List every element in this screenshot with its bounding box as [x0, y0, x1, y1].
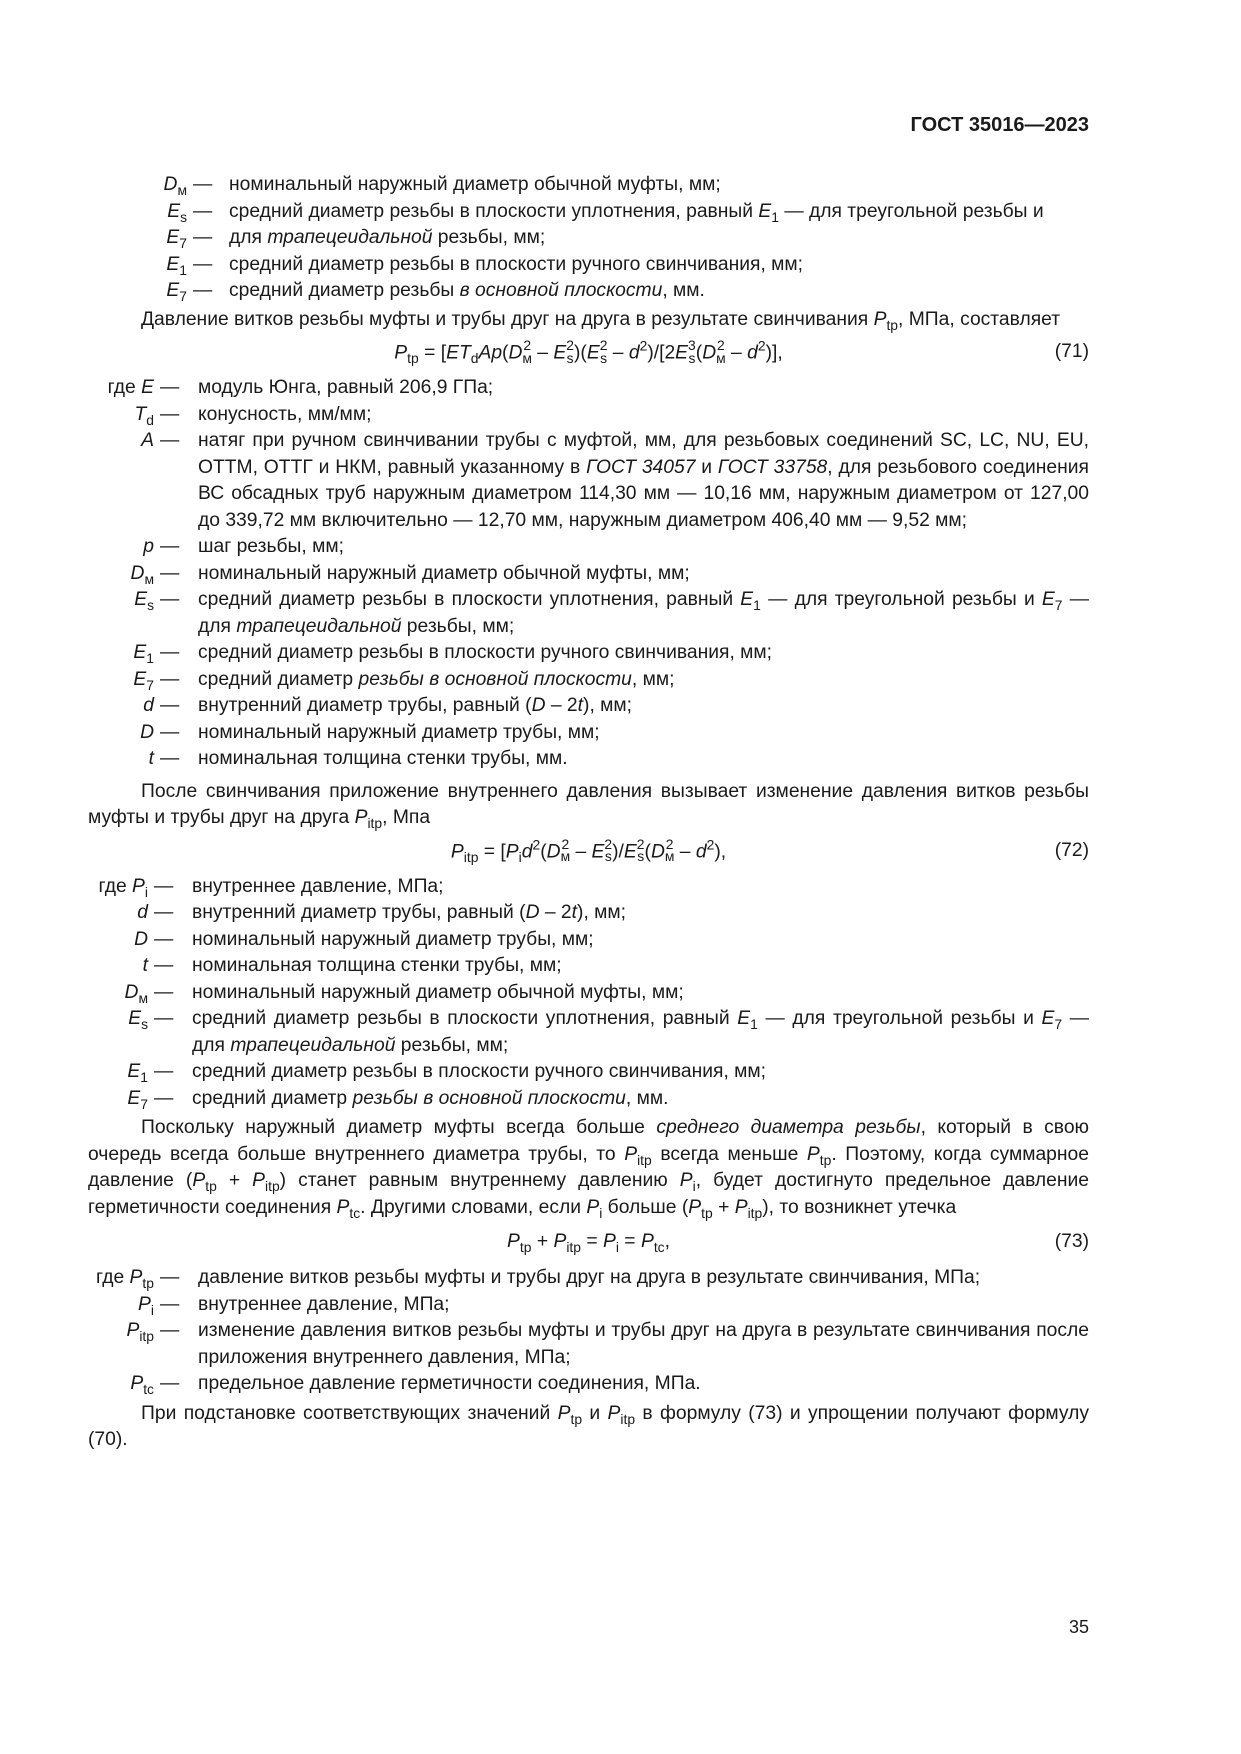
definition-item: $T_d$ — конусность, мм/мм;	[134, 403, 372, 428]
definition-list	[88, 1265, 1089, 1398]
definition-item: $D_м$ — номинальный наружный диаметр обычной муфты, мм;	[130, 562, 690, 587]
definition-item: p — шаг резьбы, мм;	[143, 536, 344, 557]
definition-list	[88, 375, 1089, 773]
definition-item: $P_i$ — внутреннее давление, МПа;	[138, 1293, 450, 1318]
definition-item: $E_7$ — средний диаметр резьбы в основной плоскости, мм;	[133, 668, 675, 693]
definition-item: d — внутренний диаметр трубы, равный (D – 2t), мм;	[143, 695, 633, 716]
formula-number: (71)	[1054, 341, 1089, 362]
definition-item: $E_7$ — средний диаметр резьбы в основной плоскости, мм.	[166, 280, 705, 304]
formula-71: $P_{tp} = [ET_dAp(D2$ м – E2 s)(E2 s – $d^2)/[2E3$ s(D2 м – $d^2$)], (71)	[394, 337, 1089, 367]
definition-item: $E_s$ — средний диаметр резьбы в плоскости уплотнения, равный $E_1$ — для треугольной резьбы и $E_7$ — для трапецеидальной резьбы, мм;	[134, 589, 1089, 637]
definition-item: D — номинальный наружный диаметр трубы, мм;	[134, 928, 594, 950]
definition-item: $E_1$ — средний диаметр резьбы в плоскости ручного свинчивания, мм;	[127, 1061, 767, 1085]
definition-item: где E — модуль Юнга, равный 206,9 ГПа;	[107, 377, 494, 398]
definition-item: $E_7$ — средний диаметр резьбы в основной плоскости, мм.	[127, 1087, 669, 1112]
definition-list	[88, 874, 1089, 1113]
definition-item: $E_7$ — для трапецеидальной резьбы, мм;	[166, 227, 546, 251]
paragraph: При подстановке соответствующих значений $P_{tp}$ и $P_{itp}$ в формулу (73) и упрощении получают формулу (70).	[88, 1402, 1089, 1450]
definition-item: $E_s$ — средний диаметр резьбы в плоскости уплотнения, равный $E_1$ — для треугольной резьбы и	[167, 200, 1044, 225]
definition-list-continued	[88, 172, 1089, 305]
definition-item: t — номинальная толщина стенки трубы, мм;	[142, 955, 562, 976]
page-content	[88, 172, 1089, 1454]
definition-item: $E_1$ — средний диаметр резьбы в плоскости ручного свинчивания, мм;	[166, 253, 804, 278]
paragraph: Давление витков резьбы муфты и трубы друг на друга в результате свинчивания $P_{tp}$, МПа, составляет	[141, 308, 1061, 333]
definition-item: где $P_i$ — внутреннее давление, МПа;	[98, 875, 444, 900]
definition-item: A — натяг при ручном свинчивании трубы с муфтой, мм, для резьбовых соединений SC, LC, NU, EU, ОТТМ, ОТТГ и НКМ, равный указанному в ГОСТ 34057 и ГОСТ 33758, для резьбового соединения ВС обсадных труб наружным диаметром 114,30 мм — 10,16 мм, наружным диаметром от 127,00 до 339,72 мм включительно — 12,70 мм, наружным диаметром 406,40 мм — 9,52 мм;	[141, 430, 1089, 531]
definition-item: D — номинальный наружный диаметр трубы, мм;	[140, 721, 600, 743]
definition-item: $P_{tc}$ — предельное давление герметичности соединения, МПа.	[130, 1373, 701, 1397]
definition-item: $E_1$ — средний диаметр резьбы в плоскости ручного свинчивания, мм;	[133, 642, 773, 666]
definition-item: $P_{itp}$ — изменение давления витков резьбы муфты и трубы друг на друга в результате свинчивания после приложения внутреннего давления, МПа;	[126, 1320, 1089, 1368]
formula-73: $P_{tp} + P_{itp} = P_i = P_{tc}$, (73)	[507, 1231, 1089, 1255]
paragraph: После свинчивания приложение внутреннего давления вызывает изменение давления витков резьбы муфты и трубы друг на друга $P_{itp}$, Мпа	[88, 780, 1089, 831]
definition-item: $D_м$ — номинальный наружный диаметр обычной муфты, мм;	[124, 981, 684, 1006]
definition-item: t — номинальная толщина стенки трубы, мм.	[148, 748, 568, 769]
definition-item: $D_м$ — номинальный наружный диаметр обычной муфты, мм;	[163, 174, 721, 198]
definition-item: где $P_{tp}$ — давление витков резьбы муфты и трубы друг на друга в результате свинчивания, МПа;	[96, 1267, 981, 1291]
document-header: ГОСТ 35016—2023	[910, 114, 1089, 136]
paragraph: Поскольку наружный диаметр муфты всегда больше среднего диаметра резьбы, который в свою очередь всегда больше внутреннего диаметра трубы, то $P_{itp}$ всегда меньше $P_{tp}$. Поэтому, когда суммарное давление $(P_{tp} + P_{itp})$ станет равным внутреннему давлению $P_i$, будет достигнуто предельное давление герметичности соединения $P_{tc}$. Другими словами, если $P_i$ больше $(P_{tp} + P_{itp})$, то возникнет утечка	[88, 1117, 1090, 1221]
definition-item: d — внутренний диаметр трубы, равный (D – 2t), мм;	[137, 902, 627, 923]
definition-item: $E_s$ — средний диаметр резьбы в плоскости уплотнения, равный $E_1$ — для треугольной резьбы и $E_7$ — для трапецеидальной резьбы, мм;	[128, 1008, 1089, 1056]
page-number: 35	[1068, 1617, 1089, 1637]
formula-number: (72)	[1054, 839, 1089, 861]
formula-72: $P_{itp} = [P_id^2(D2$ м – E2 s)/E2 s(D2 м – $d^2$), (72)	[450, 835, 1089, 865]
formula-number: (73)	[1054, 1231, 1089, 1252]
